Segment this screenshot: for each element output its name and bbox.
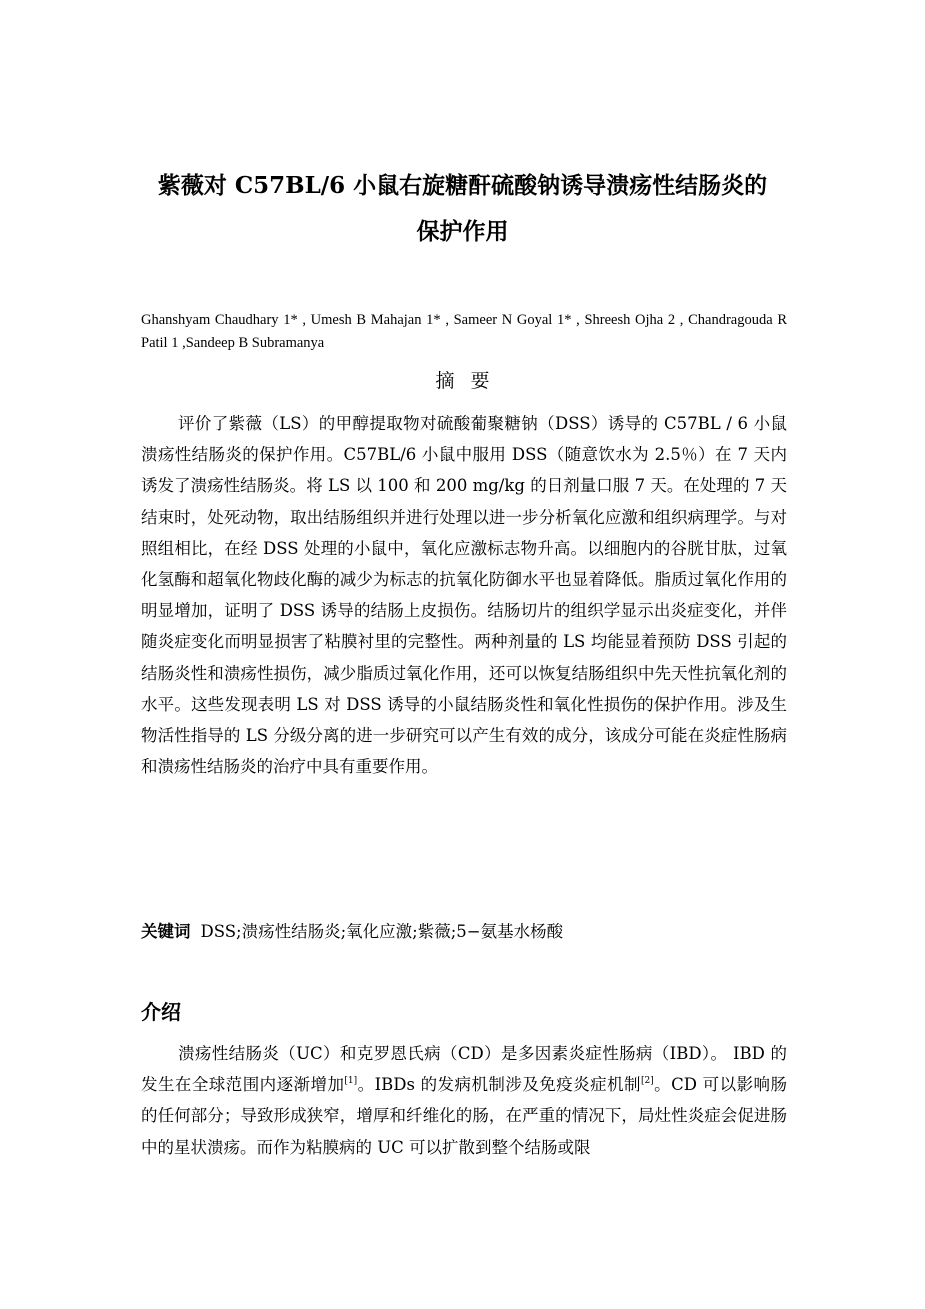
introduction-heading: 介绍: [141, 1000, 181, 1024]
paper-title-line-2: 保护作用: [416, 218, 509, 245]
abstract-heading: 摘要: [435, 370, 506, 392]
paper-title: [130, 163, 795, 255]
abstract-body: 评价了紫薇（LS）的甲醇提取物对硫酸葡聚糖钠（DSS）诱导的 C57BL / 6 小鼠溃疡性结肠炎的保护作用。C57BL/6 小鼠中服用 DSS（随意饮水为 2.5％）在 7 天内诱发了溃疡性结肠炎。将 LS 以 100 和 200 mg/kg 的日剂量口服 7 天。在处理的 7 天结束时，处死动物，取出结肠组织并进行处理以进一步分析氧化应激和组织病理学。与对照组相比，在经 DSS 处理的小鼠中，氧化应激标志物升高。以细胞内的谷胱甘肽，过氧化氢酶和超氧化物歧化酶的减少为标志的抗氧化防御水平也显着降低。脂质过氧化作用的明显增加，证明了 DSS 诱导的结肠上皮损伤。结肠切片的组织学显示出炎症变化，并伴随炎症变化而明显损害了粘膜衬里的完整性。两种剂量的 LS 均能显着预防 DSS 引起的结肠炎性和溃疡性损伤，减少脂质过氧化作用，还可以恢复结肠组织中先天性抗氧化剂的水平。这些发现表明 LS 对 DSS 诱导的小鼠结肠炎性和氧化性损伤的保护作用。涉及生物活性指导的 LS 分级分离的进一步研究可以产生有效的成分，该成分可能在炎症性肠病和溃疡性结肠炎的治疗中具有重要作用。: [141, 414, 787, 777]
keywords-text: DSS;溃疡性结肠炎;氧化应激;紫薇;5−氨基水杨酸: [200, 922, 564, 941]
citation-2: [2]: [640, 1076, 654, 1087]
introduction-body: [141, 1038, 787, 1163]
author-list: Ghanshyam Chaudhary 1* , Umesh B Mahajan 1* , Sameer N Goyal 1* , Shreesh Ojha 2 , Chandragouda R Patil 1 ,Sandeep B Subramanya: [141, 312, 787, 351]
citation-1: [1]: [344, 1076, 358, 1087]
introduction-text-3: 。CD 可以影响肠的任何部分；导致形成狭窄，增厚和纤维化的肠，在严重的情况下，局灶性炎症会促进肠中的星状溃疡。而作为粘膜病的 UC 可以扩散到整个结肠或限: [141, 1075, 787, 1157]
keywords: [141, 918, 787, 946]
paper-title-line-1: 紫薇对 C57BL/6 小鼠右旋糖酐硫酸钠诱导溃疡性结肠炎的: [157, 172, 768, 199]
introduction-text-1: 溃疡性结肠炎（UC）和克罗恩氏病（CD）是多因素炎症性肠病（IBD）。 IBD 的发生在全球范围内逐渐增加: [141, 1044, 787, 1095]
introduction-text-2: 。IBDs 的发病机制涉及免疫炎症机制: [357, 1075, 641, 1095]
keywords-label: 关键词: [141, 922, 191, 941]
